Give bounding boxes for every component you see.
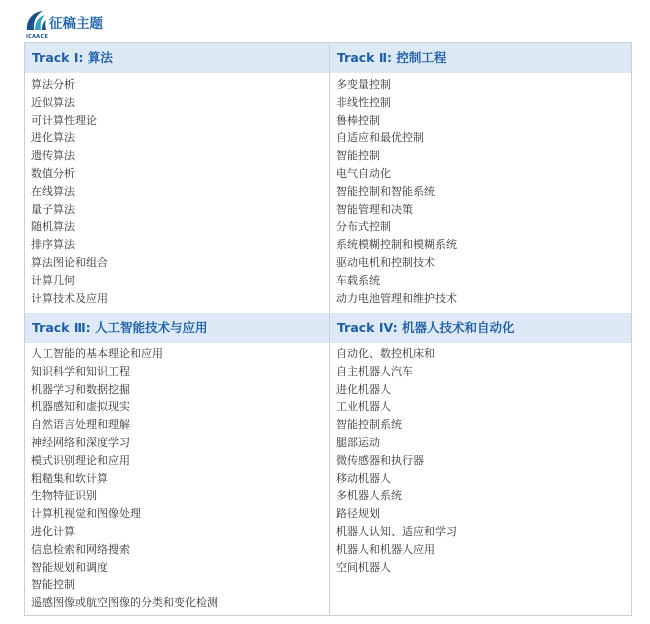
topic-item: 遗传算法 [31,149,75,163]
track-4-header: Track IV: 机器人技术和自动化 [330,313,631,343]
topic-item: 神经网络和深度学习 [31,435,130,449]
topic-item: 动力电池管理和维护技术 [336,291,457,305]
topic-item: 人工智能的基本理论和应用 [31,347,163,360]
topic-item: 智能控制系统 [336,418,402,432]
topic-item: 计算技术及应用 [31,291,108,305]
topic-item: 多机器人系统 [336,489,402,503]
topic-item: 移动机器人 [336,471,391,485]
topic-item: 机器感知和虚拟现实 [31,400,130,414]
topic-item: 粗糙集和软计算 [31,471,108,485]
topic-item: 驱动电机和控制技术 [336,255,435,269]
topic-item: 智能控制 [336,149,380,163]
topic-item: 计算机视觉和图像处理 [31,507,141,521]
topic-item: 进化机器人 [336,382,391,396]
topic-item: 机器人认知、适应和学习 [336,524,457,538]
topic-item: 车载系统 [336,273,380,287]
topic-item: 自适应和最优控制 [336,131,424,145]
topic-item: 智能管理和决策 [336,202,413,216]
topic-item: 进化计算 [31,524,75,538]
topic-item: 算法分析 [31,78,75,91]
track-1-list [31,76,108,307]
topic-item: 进化算法 [31,131,75,145]
topic-item: 系统模糊控制和模糊系统 [336,238,457,252]
topic-item: 模式识别理论和应用 [31,453,130,467]
page-title: 征稿主题 [49,16,103,32]
track-4-list [336,345,457,576]
topic-item: 机器人和机器人应用 [336,542,435,556]
topic-item: 智能控制和智能系统 [336,184,435,198]
icaace-logo-icon [24,9,48,39]
topic-item: 数值分析 [31,166,75,180]
track-2-header: Track Ⅱ: 控制工程 [330,43,631,73]
topic-item: 空间机器人 [336,560,391,574]
logo-text: ICAACE [26,34,49,40]
topic-item: 鲁棒控制 [336,113,380,127]
topic-item: 自主机器人汽车 [336,364,413,378]
topic-item: 机器学习和数据挖掘 [31,382,130,396]
topic-item: 路径规划 [336,507,380,521]
track-1-header: Track Ⅰ: 算法 [25,43,329,73]
topic-item: 智能控制 [31,578,75,592]
topic-item: 信息检索和网络搜索 [31,542,130,556]
topic-item: 随机算法 [31,220,75,234]
page-header [24,9,224,39]
topics-table [24,42,632,616]
topic-item: 计算几何 [31,273,75,287]
topic-item: 电气自动化 [336,166,391,180]
topic-item: 生物特征识别 [31,489,97,503]
topic-item: 知识科学和知识工程 [31,364,130,378]
topic-item: 量子算法 [31,202,75,216]
topic-item: 微传感器和执行器 [336,453,424,467]
track-2-list [336,76,457,307]
topic-item: 非线性控制 [336,95,391,109]
topic-item: 腿部运动 [336,435,380,449]
track-3-header: Track Ⅲ: 人工智能技术与应用 [25,313,329,343]
topic-item: 分布式控制 [336,220,391,234]
topic-item: 近似算法 [31,95,75,109]
topic-item: 智能规划和调度 [31,560,108,574]
topic-item: 多变量控制 [336,78,391,91]
topic-item: 工业机器人 [336,400,391,414]
topic-item: 自动化、数控机床和 [336,347,435,360]
topic-item: 算法图论和组合 [31,255,108,269]
topic-item: 排序算法 [31,238,75,252]
track-3-list [31,345,218,612]
topic-item: 可计算性理论 [31,113,97,127]
topic-item: 遥感图像或航空图像的分类和变化检测 [31,596,218,610]
topic-item: 在线算法 [31,184,75,198]
topic-item: 自然语言处理和理解 [31,418,130,432]
